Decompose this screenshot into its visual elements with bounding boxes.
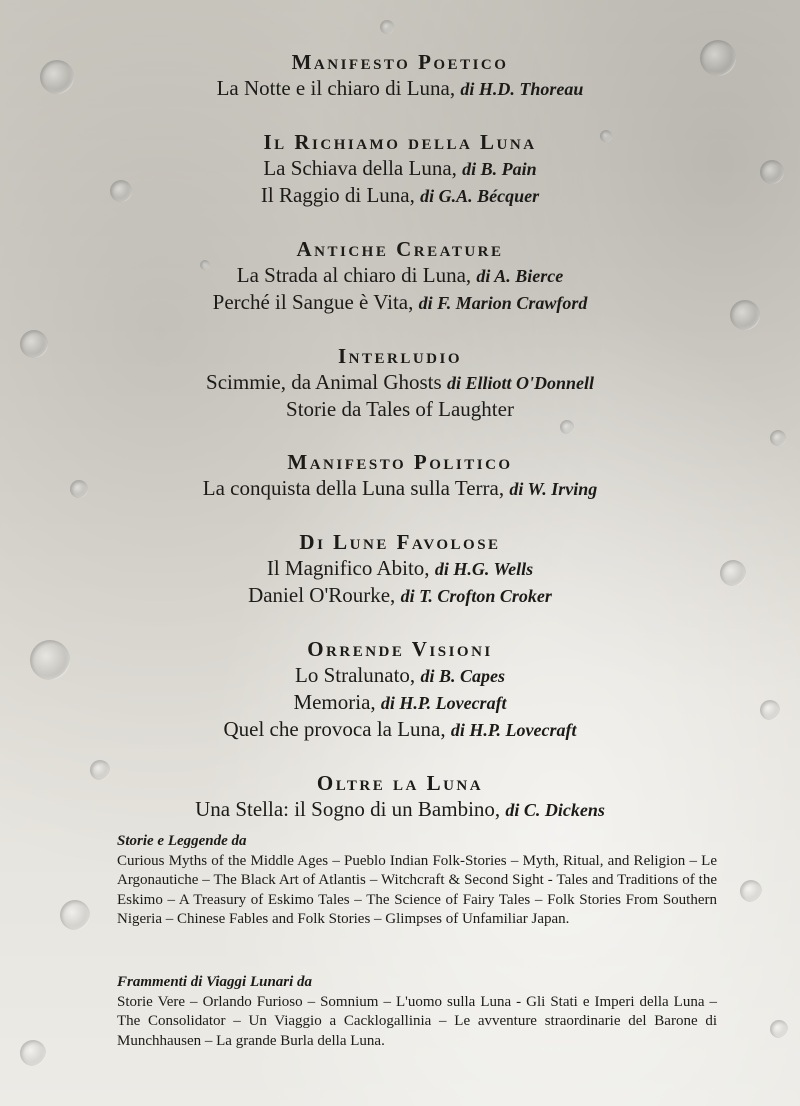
list-item — [0, 75, 800, 102]
work-author: di W. Irving — [509, 479, 598, 499]
work-title: Il Raggio di Luna, — [260, 183, 415, 207]
work-title: La Strada al chiaro di Luna, — [236, 263, 472, 287]
list-item — [0, 475, 800, 502]
work-title: Il Magnifico Abito, — [266, 556, 430, 580]
crater-decoration — [20, 1040, 46, 1066]
legends-heading: Storie e Leggende da — [117, 833, 247, 849]
section-orrende-visioni — [0, 636, 800, 743]
list-item — [0, 155, 800, 182]
section-oltre-la-luna — [0, 770, 800, 823]
work-author: di C. Dickens — [505, 800, 605, 820]
section-title: Oltre la Luna — [316, 771, 484, 795]
section-manifesto-politico — [0, 449, 800, 502]
section-title: Antiche Creature — [296, 237, 504, 261]
table-of-contents — [0, 49, 800, 823]
section-title: Interludio — [337, 344, 463, 368]
work-author: di H.G. Wells — [434, 559, 534, 579]
list-item — [0, 289, 800, 316]
section-antiche-creature — [0, 236, 800, 316]
work-title: Memoria, — [293, 690, 376, 714]
work-title: Storie da Tales of Laughter — [286, 397, 514, 421]
list-item — [0, 262, 800, 289]
list-item — [0, 662, 800, 689]
work-title: La Notte e il chiaro di Luna, — [216, 76, 456, 100]
work-author: di Elliott O'Donnell — [446, 373, 594, 393]
work-author: di T. Crofton Croker — [400, 586, 552, 606]
section-di-lune-favolose — [0, 529, 800, 609]
work-author: di G.A. Bécquer — [420, 186, 540, 206]
work-title: Lo Stralunato, — [295, 663, 416, 687]
journeys-heading: Frammenti di Viaggi Lunari da — [117, 974, 313, 990]
list-item — [0, 369, 800, 396]
legends-block — [117, 832, 717, 930]
section-title: Di Lune Favolose — [299, 530, 501, 554]
work-title: La conquista della Luna sulla Terra, — [202, 476, 505, 500]
journeys-text: Storie Vere – Orlando Furioso – Somnium – L'uomo sulla Luna - Gli Stati e Imperi della Luna – The Consolidator – Un Viaggio a Cacklogallinia – Le avventure straordinarie del Barone di Munchhausen – La grande Burla della Luna. — [117, 993, 717, 1049]
section-title: Manifesto Poetico — [291, 50, 509, 74]
section-title: Il Richiamo della Luna — [263, 130, 537, 154]
work-title: Scimmie, da Animal Ghosts — [206, 370, 442, 394]
legends-text: Curious Myths of the Middle Ages – Pueblo Indian Folk-Stories – Myth, Ritual, and Religion – Le Argonautiche – The Black Art of Atlantis – Witchcraft & Second Sight - Tales and Traditions of the Eskimo – A Treasury of Eskimo Tales – The Science of Fairy Tales – Folk Stories From Southern Nigeria – Chinese Fables and Folk Stories – Glimpses of Unfamiliar Japan. — [117, 852, 717, 927]
work-author: di B. Capes — [420, 666, 505, 686]
work-author: di H.P. Lovecraft — [450, 720, 577, 740]
work-title: Daniel O'Rourke, — [248, 583, 396, 607]
work-author: di F. Marion Crawford — [418, 293, 588, 313]
crater-decoration — [380, 20, 394, 34]
work-title: Una Stella: il Sogno di un Bambino, — [195, 797, 501, 821]
work-author: di H.D. Thoreau — [460, 79, 584, 99]
work-author: di B. Pain — [462, 159, 537, 179]
section-il-richiamo-della-luna — [0, 129, 800, 209]
section-manifesto-poetico — [0, 49, 800, 102]
section-interludio — [0, 343, 800, 422]
section-title: Manifesto Politico — [287, 450, 513, 474]
work-title: La Schiava della Luna, — [263, 156, 457, 180]
list-item — [0, 582, 800, 609]
list-item — [0, 796, 800, 823]
work-title: Perché il Sangue è Vita, — [212, 290, 414, 314]
work-author: di H.P. Lovecraft — [380, 693, 507, 713]
list-item — [0, 396, 800, 422]
list-item — [0, 182, 800, 209]
section-title: Orrende Visioni — [307, 637, 493, 661]
crater-decoration — [770, 1020, 788, 1038]
journeys-block — [117, 973, 717, 1051]
work-title: Quel che provoca la Luna, — [223, 717, 446, 741]
list-item — [0, 716, 800, 743]
list-item — [0, 689, 800, 716]
crater-decoration — [740, 880, 762, 902]
work-author: di A. Bierce — [476, 266, 564, 286]
crater-decoration — [60, 900, 90, 930]
list-item — [0, 555, 800, 582]
